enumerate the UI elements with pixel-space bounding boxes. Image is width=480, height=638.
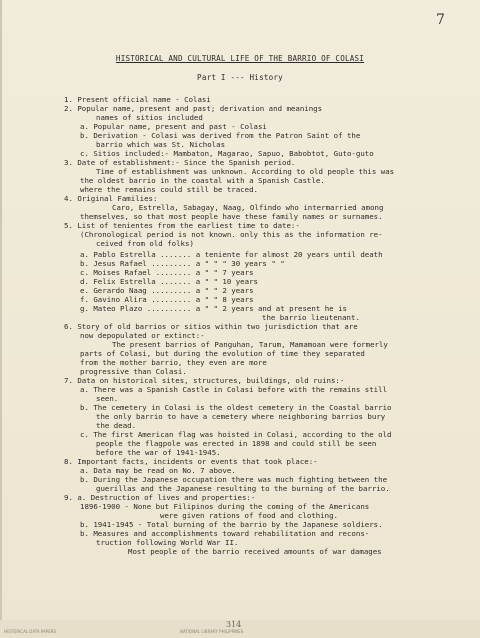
text-line: b. During the Japanese occupation there was much fighting between the — [80, 475, 388, 484]
text-line: Most people of the barrio received amounts of war damages — [128, 547, 382, 556]
text-line: the oldest barrio in the coastal with a Spanish Castle. — [80, 176, 325, 185]
archive-stamp-center: NATIONAL LIBRARY PHILIPPINES — [180, 629, 244, 634]
text-line: people the flagpole was erected in 1898 and could still be seen — [96, 439, 377, 448]
text-line: were given rations of food and clothing. — [160, 511, 338, 520]
text-line: c. Moises Rafael ........ a " " 7 years — [80, 268, 254, 277]
text-line: a. There was a Spanish Castle in Colasi before with the remains still — [80, 385, 388, 394]
archive-stamp-left: HISTORICAL DATA PAPERS — [4, 629, 57, 634]
text-line: 8. Important facts, incidents or events that took place:- — [64, 457, 318, 466]
text-line: 6. Story of old barrios or sitios within two jurisdiction that are — [64, 322, 358, 331]
text-line: guerillas and the Japanese resulting to the burning of the barrio. — [96, 484, 390, 493]
handwritten-page-number: 314 — [226, 620, 242, 629]
text-line: a. Popular name, present and past - Colasi — [80, 122, 267, 131]
text-line: before the war of 1941-1945. — [96, 448, 221, 457]
text-line: The present barrios of Panguhan, Tarum, Mamamoan were formerly — [112, 340, 388, 349]
text-line: b. Measures and accomplishments toward rehabilitation and recons- — [80, 529, 370, 538]
page-number: 7 — [436, 12, 445, 28]
text-line: 9. a. Destruction of lives and properties:- — [64, 493, 256, 502]
text-line: d. Felix Estrella ....... a " " 10 years — [80, 277, 258, 286]
text-line: 2. Popular name, present and past; derivation and meanings — [64, 104, 323, 113]
text-line: 7. Data on historical sites, structures, buildings, old ruins:- — [64, 376, 345, 385]
text-line: from the mother barrio, they even are more — [80, 358, 267, 367]
text-line: progressive than Colasi. — [80, 367, 187, 376]
text-line: Caro, Estrella, Sabagay, Naag, Olfindo who intermarried among — [112, 203, 384, 212]
scan-edge — [0, 0, 2, 638]
text-line: e. Gerardo Naag ......... a " " 2 years — [80, 286, 254, 295]
text-line: f. Gavino Alira ......... a " " 8 years — [80, 295, 254, 304]
text-line: 5. List of tenientes from the earliest time to date:- — [64, 221, 300, 230]
text-line: the dead. — [96, 421, 137, 430]
text-line: c. Sitios included:- Mambaton, Magarao, Sapuo, Babobtot, Guto-guto — [80, 149, 374, 158]
text-line: now depopulated or extinct:- — [80, 331, 205, 340]
text-line: parts of Colasi, but during the evolution of time they separated — [80, 349, 365, 358]
text-line: barrio which was St. Nicholas — [96, 140, 226, 149]
text-line: truction following World War II. — [96, 538, 239, 547]
text-line: ceived from old folks) — [96, 239, 194, 248]
text-line: c. The first American flag was hoisted in Colasi, according to the old — [80, 430, 392, 439]
text-line: 3. Date of establishment:- Since the Spanish period. — [64, 158, 296, 167]
text-line: a. Data may be read on No. 7 above. — [80, 466, 236, 475]
text-line: b. The cemetery in Colasi is the oldest cemetery in the Coastal barrio — [80, 403, 392, 412]
text-line: b. Jesus Rafael ......... a " " " 30 years " " — [80, 259, 285, 268]
document-subtitle: Part I --- History — [197, 73, 283, 82]
text-line: where the remains could still be traced. — [80, 185, 258, 194]
text-line: 4. Original Families: — [64, 194, 158, 203]
text-line: seen. — [96, 394, 119, 403]
text-line: the only barrio to have a cemetery where neighboring barrios bury — [96, 412, 386, 421]
text-line: g. Mateo Plazo .......... a " " 2 years and at present he is — [80, 304, 347, 313]
text-line: (Chronological period is not known. only this as the information re- — [80, 230, 383, 239]
text-line: a. Pablo Estrella ....... a teniente for almost 20 years until death — [80, 250, 383, 259]
text-line: Time of establishment was unknown. According to old people this was — [96, 167, 395, 176]
text-line: themselves, so that most people have these family names or surnames. — [80, 212, 383, 221]
text-line: b. 1941-1945 - Total burning of the barrio by the Japanese soldiers. — [80, 520, 383, 529]
text-line: the barrio lieutenant. — [262, 313, 360, 322]
text-line: b. Derivation - Colasi was derived from the Patron Saint of the — [80, 131, 361, 140]
text-line: names of sitios included — [96, 113, 203, 122]
text-line: 1. Present official name - Colasi — [64, 95, 211, 104]
text-line: 1896-1900 - None but Filipinos during the coming of the Americans — [80, 502, 370, 511]
document-title: HISTORICAL AND CULTURAL LIFE OF THE BARRIO OF COLASI — [115, 54, 365, 63]
